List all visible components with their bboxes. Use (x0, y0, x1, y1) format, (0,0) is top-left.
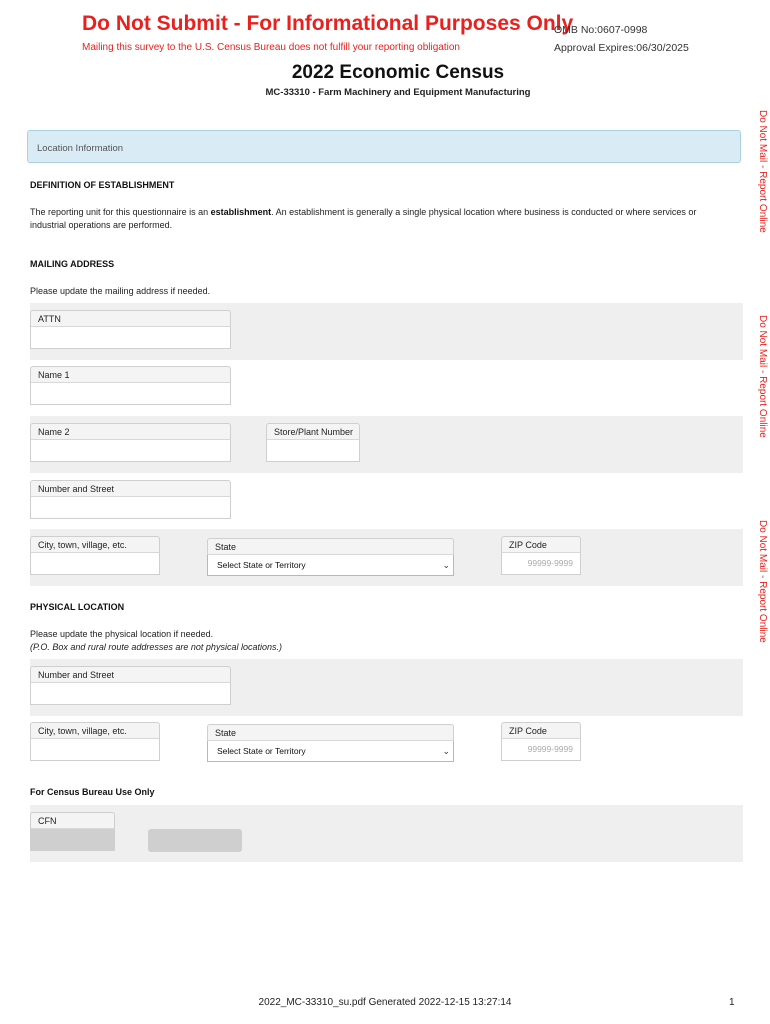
side-note-1: Do Not Mail - Report Online (757, 110, 768, 233)
form-subtitle: MC-33310 - Farm Machinery and Equipment Manufacturing (265, 87, 531, 98)
mailing-state-select[interactable]: Select State or Territory ⌄ (207, 555, 454, 576)
store-field (266, 423, 360, 462)
name1-field (30, 366, 231, 405)
mailing-city-input[interactable] (30, 553, 160, 575)
page-title: 2022 Economic Census (291, 62, 505, 83)
physical-state-select[interactable]: Select State or Territory ⌄ (207, 741, 454, 762)
side-note-3: Do Not Mail - Report Online (757, 520, 768, 643)
name1-input[interactable] (30, 383, 231, 405)
physical-city-field (30, 722, 160, 761)
physical-note: (P.O. Box and rural route addresses are not physical locations.) (30, 642, 282, 652)
attn-field (30, 310, 231, 349)
chevron-down-icon: ⌄ (442, 560, 450, 570)
name2-label: Name 2 (30, 423, 231, 440)
band-physical-street (30, 659, 743, 716)
mailing-city-label: City, town, village, etc. (30, 536, 160, 553)
physical-city-input[interactable] (30, 739, 160, 761)
attn-input[interactable] (30, 327, 231, 349)
band-name2 (30, 416, 743, 473)
attn-label: ATTN (30, 310, 231, 327)
mailing-street-input[interactable] (30, 497, 231, 519)
physical-street-label: Number and Street (30, 666, 231, 683)
physical-heading: PHYSICAL LOCATION (30, 602, 125, 612)
physical-zip-field (501, 722, 581, 761)
definition-heading: DEFINITION OF ESTABLISHMENT (30, 180, 175, 190)
mailing-street-label: Number and Street (30, 480, 231, 497)
street-wrapper (30, 480, 231, 521)
side-note-2: Do Not Mail - Report Online (757, 315, 768, 438)
name1-wrapper (30, 366, 231, 407)
census-use-box (148, 829, 242, 852)
band-cfn (30, 805, 743, 862)
store-input[interactable] (266, 440, 360, 462)
mailing-zip-label: ZIP Code (501, 536, 581, 553)
mailing-state-field (207, 538, 454, 576)
mailing-city-field (30, 536, 160, 575)
name2-input[interactable] (30, 440, 231, 462)
physical-city-label: City, town, village, etc. (30, 722, 160, 739)
band-attn (30, 303, 743, 360)
approval-expires: Approval Expires:06/30/2025 (554, 42, 689, 54)
cfn-label: CFN (30, 812, 115, 829)
physical-city-row (30, 722, 743, 767)
physical-zip-input[interactable]: 99999-9999 (501, 739, 581, 761)
mailing-instruction: Please update the mailing address if needed. (30, 286, 211, 296)
omb-number: OMB No:0607-0998 (554, 24, 648, 36)
location-banner (27, 130, 741, 163)
name1-label: Name 1 (30, 366, 231, 383)
physical-state-field (207, 724, 454, 762)
warning-title: Do Not Submit - For Informational Purposes Only (82, 12, 574, 35)
mailing-state-label: State (207, 538, 454, 555)
cfn-field (30, 812, 115, 851)
definition-text: The reporting unit for this questionnaire is an establishment. An establishment is generally a single physical location where business is conducted or where services or industrial operations are performed. (30, 207, 697, 230)
chevron-down-icon: ⌄ (442, 746, 450, 756)
physical-street-input[interactable] (30, 683, 231, 705)
store-label: Store/Plant Number (266, 423, 360, 440)
census-use-heading: For Census Bureau Use Only (30, 787, 155, 797)
mailing-zip-field (501, 536, 581, 575)
footer-generated: 2022_MC-33310_su.pdf Generated 2022-12-15 13:27:14 (258, 997, 512, 1008)
mailing-zip-input[interactable]: 99999-9999 (501, 553, 581, 575)
band-mailing-city (30, 529, 743, 586)
mailing-street-field (30, 480, 231, 519)
name2-field (30, 423, 231, 462)
physical-zip-label: ZIP Code (501, 722, 581, 739)
physical-instruction: Please update the physical location if needed. (30, 629, 214, 639)
physical-state-label: State (207, 724, 454, 741)
mailing-heading: MAILING ADDRESS (30, 259, 115, 269)
location-banner-label: Location Information (37, 143, 124, 154)
physical-street-field (30, 666, 231, 705)
definition-bold-term: establishment (210, 207, 272, 217)
page-number: 1 (729, 997, 735, 1008)
warning-subtitle: Mailing this survey to the U.S. Census Bureau does not fulfill your reporting obligation (82, 42, 460, 53)
cfn-input (30, 829, 115, 851)
